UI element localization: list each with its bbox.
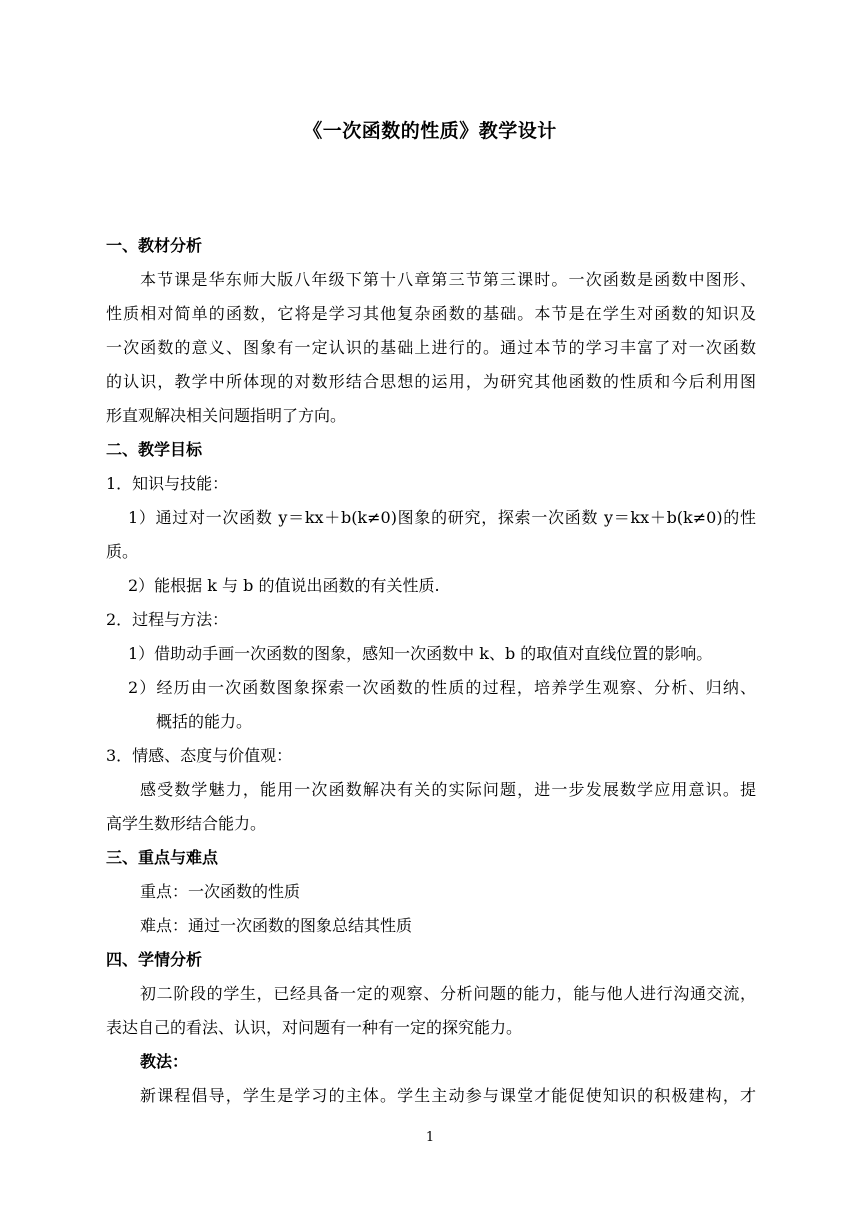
paragraph-line: 一次函数的意义、图象有一定认识的基础上进行的。通过本节的学习丰富了对一次函数 [106,338,756,357]
paragraph-line: 本节课是华东师大版八年级下第十八章第三节第三课时。一次函数是函数中图形、 [140,270,756,289]
section-heading-teaching-goals: 二、教学目标 [106,440,203,459]
section-heading-textbook-analysis: 一、教材分析 [106,236,203,255]
goal-item-continued: 概括的能力。 [156,712,253,731]
goal-item: 2）能根据 k 与 b 的值说出函数的有关性质. [128,576,440,595]
paragraph-line: 形直观解决相关问题指明了方向。 [106,406,347,425]
goal-item: 1）借助动手画一次函数的图象，感知一次函数中 k、b 的取值对直线位置的影响。 [128,644,713,663]
subheading-process-method: 2．过程与方法： [106,610,229,629]
section-heading-key-difficult: 三、重点与难点 [106,848,219,867]
document-title: 《一次函数的性质》教学设计 [303,120,557,142]
teaching-method-label: 教法： [140,1052,189,1071]
subheading-emotion-attitude: 3．情感、态度与价值观： [106,746,293,765]
paragraph-line: 高学生数形结合能力。 [106,814,267,833]
paragraph-line: 新课程倡导，学生是学习的主体。学生主动参与课堂才能促使知识的积极建构，才 [140,1086,756,1105]
paragraph-line: 性质相对简单的函数，它将是学习其他复杂函数的基础。本节是在学生对函数的知识及 [106,304,756,323]
key-point: 重点：一次函数的性质 [140,882,301,901]
paragraph-line: 表达自己的看法、认识，对问题有一种有一定的探究能力。 [106,1018,523,1037]
paragraph-line: 初二阶段的学生，已经具备一定的观察、分析问题的能力，能与他人进行沟通交流， [140,984,756,1003]
goal-item-continued: 质。 [106,542,139,561]
paragraph-line: 感受数学魅力，能用一次函数解决有关的实际问题，进一步发展数学应用意识。提 [140,780,756,799]
difficult-point: 难点：通过一次函数的图象总结其性质 [140,916,413,935]
subheading-knowledge-skills: 1．知识与技能： [106,474,229,493]
section-heading-student-analysis: 四、学情分析 [106,950,203,969]
goal-item: 2）经历由一次函数图象探索一次函数的性质的过程，培养学生观察、分析、归纳、 [128,678,756,697]
goal-item: 1）通过对一次函数 y＝kx＋b(k≠0)图象的研究，探索一次函数 y＝kx＋b(k≠0)的性 [128,508,756,527]
page-number: 1 [425,1130,435,1145]
paragraph-line: 的认识，教学中所体现的对数形结合思想的运用，为研究其他函数的性质和今后利用图 [106,372,756,391]
